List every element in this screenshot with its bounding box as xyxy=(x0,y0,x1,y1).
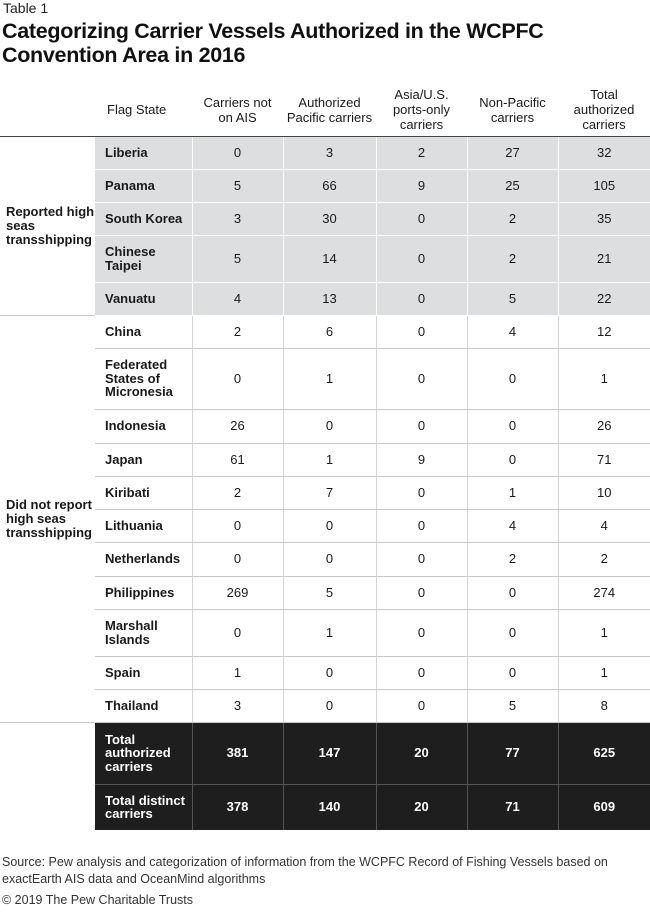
table-row xyxy=(0,202,650,235)
table-row xyxy=(0,689,650,722)
value-cell: 66 xyxy=(283,169,376,202)
header-flag-state: Flag State xyxy=(95,84,192,136)
table-row xyxy=(0,136,650,169)
flag-cell: China xyxy=(95,315,192,348)
value-cell: 5 xyxy=(192,169,283,202)
value-cell: 9 xyxy=(376,443,467,476)
table-title: Categorizing Carrier Vessels Authorized in the WCPFC Convention Area in 2016 xyxy=(2,19,544,67)
flag-cell: Marshall Islands xyxy=(95,609,192,656)
value-cell: 3 xyxy=(192,202,283,235)
value-cell: 1 xyxy=(283,609,376,656)
value-cell: 10 xyxy=(558,476,650,509)
table-row xyxy=(0,476,650,509)
value-cell: 71 xyxy=(558,443,650,476)
value-cell: 26 xyxy=(192,409,283,443)
value-cell: 9 xyxy=(376,169,467,202)
total-value-cell: 147 xyxy=(283,722,376,784)
flag-cell: Thailand xyxy=(95,689,192,722)
header-authorized-pacific-carriers: Authorized Pacific carriers xyxy=(283,84,376,136)
flag-cell: Liberia xyxy=(95,136,192,169)
flag-cell: Indonesia xyxy=(95,409,192,443)
value-cell: 105 xyxy=(558,169,650,202)
value-cell: 0 xyxy=(376,409,467,443)
flag-cell: Lithuania xyxy=(95,509,192,542)
source-note: Source: Pew analysis and categorization of information from the WCPFC Record of Fishing Vessels based on exactEarth AIS data and OceanMind algorithms xyxy=(2,855,608,886)
value-cell: 0 xyxy=(192,609,283,656)
value-cell: 2 xyxy=(192,315,283,348)
value-cell: 30 xyxy=(283,202,376,235)
value-cell: 6 xyxy=(283,315,376,348)
value-cell: 1 xyxy=(192,656,283,689)
value-cell: 13 xyxy=(283,282,376,315)
total-distinct-row xyxy=(0,784,650,830)
value-cell: 14 xyxy=(283,235,376,282)
value-cell: 1 xyxy=(283,348,376,409)
value-cell: 0 xyxy=(376,348,467,409)
value-cell: 0 xyxy=(376,509,467,542)
total-label: Total distinct carriers xyxy=(95,784,192,830)
value-cell: 0 xyxy=(467,609,558,656)
flag-cell: Federated States of Micronesia xyxy=(95,348,192,409)
table-row xyxy=(0,409,650,443)
value-cell: 0 xyxy=(376,282,467,315)
value-cell: 274 xyxy=(558,576,650,609)
value-cell: 2 xyxy=(467,235,558,282)
value-cell: 0 xyxy=(376,202,467,235)
table-row xyxy=(0,235,650,282)
flag-cell: Kiribati xyxy=(95,476,192,509)
value-cell: 2 xyxy=(558,542,650,576)
value-cell: 0 xyxy=(283,542,376,576)
value-cell: 22 xyxy=(558,282,650,315)
flag-cell: Vanuatu xyxy=(95,282,192,315)
value-cell: 2 xyxy=(376,136,467,169)
value-cell: 0 xyxy=(376,476,467,509)
value-cell: 0 xyxy=(376,235,467,282)
value-cell: 269 xyxy=(192,576,283,609)
value-cell: 25 xyxy=(467,169,558,202)
table-row xyxy=(0,443,650,476)
flag-cell: Japan xyxy=(95,443,192,476)
header-asia-us-ports-only-carriers: Asia/U.S. ports-only carriers xyxy=(376,84,467,136)
total-label: Total authorized carriers xyxy=(95,722,192,784)
carrier-vessels-table xyxy=(0,84,650,830)
value-cell: 5 xyxy=(467,282,558,315)
value-cell: 1 xyxy=(558,609,650,656)
total-value-cell: 20 xyxy=(376,722,467,784)
group-header-blank xyxy=(0,84,95,136)
value-cell: 4 xyxy=(467,315,558,348)
total-value-cell: 609 xyxy=(558,784,650,830)
value-cell: 0 xyxy=(283,509,376,542)
value-cell: 0 xyxy=(192,136,283,169)
copyright-note: © 2019 The Pew Charitable Trusts xyxy=(2,893,194,907)
totals-group-blank xyxy=(0,722,95,830)
value-cell: 12 xyxy=(558,315,650,348)
value-cell: 2 xyxy=(192,476,283,509)
value-cell: 0 xyxy=(467,409,558,443)
value-cell: 4 xyxy=(192,282,283,315)
value-cell: 3 xyxy=(192,689,283,722)
value-cell: 0 xyxy=(376,542,467,576)
value-cell: 35 xyxy=(558,202,650,235)
value-cell: 0 xyxy=(467,656,558,689)
value-cell: 32 xyxy=(558,136,650,169)
table-row xyxy=(0,315,650,348)
table-row xyxy=(0,576,650,609)
value-cell: 0 xyxy=(376,609,467,656)
value-cell: 0 xyxy=(283,689,376,722)
flag-cell: South Korea xyxy=(95,202,192,235)
value-cell: 8 xyxy=(558,689,650,722)
flag-cell: Philippines xyxy=(95,576,192,609)
value-cell: 1 xyxy=(467,476,558,509)
value-cell: 2 xyxy=(467,542,558,576)
total-authorized-row xyxy=(0,722,650,784)
table-row xyxy=(0,542,650,576)
table-row xyxy=(0,509,650,542)
header-non-pacific-carriers: Non-Pacific carriers xyxy=(467,84,558,136)
value-cell: 0 xyxy=(283,656,376,689)
header-carriers-not-on-ais: Carriers not on AIS xyxy=(192,84,283,136)
value-cell: 27 xyxy=(467,136,558,169)
value-cell: 0 xyxy=(467,576,558,609)
value-cell: 0 xyxy=(376,315,467,348)
table-row xyxy=(0,656,650,689)
value-cell: 0 xyxy=(376,689,467,722)
value-cell: 7 xyxy=(283,476,376,509)
value-cell: 0 xyxy=(467,443,558,476)
value-cell: 0 xyxy=(376,656,467,689)
flag-cell: Chinese Taipei xyxy=(95,235,192,282)
total-value-cell: 140 xyxy=(283,784,376,830)
flag-cell: Panama xyxy=(95,169,192,202)
table-row xyxy=(0,348,650,409)
value-cell: 0 xyxy=(467,348,558,409)
total-value-cell: 20 xyxy=(376,784,467,830)
table-row xyxy=(0,609,650,656)
total-value-cell: 625 xyxy=(558,722,650,784)
value-cell: 2 xyxy=(467,202,558,235)
value-cell: 5 xyxy=(467,689,558,722)
table-row xyxy=(0,282,650,315)
value-cell: 3 xyxy=(283,136,376,169)
value-cell: 5 xyxy=(283,576,376,609)
value-cell: 26 xyxy=(558,409,650,443)
value-cell: 0 xyxy=(192,542,283,576)
value-cell: 21 xyxy=(558,235,650,282)
header-row xyxy=(0,84,650,136)
value-cell: 0 xyxy=(192,348,283,409)
value-cell: 0 xyxy=(283,409,376,443)
value-cell: 61 xyxy=(192,443,283,476)
value-cell: 5 xyxy=(192,235,283,282)
flag-cell: Netherlands xyxy=(95,542,192,576)
group-label-reported: Reported high seas transshipping xyxy=(0,136,95,315)
value-cell: 4 xyxy=(467,509,558,542)
total-value-cell: 77 xyxy=(467,722,558,784)
total-value-cell: 381 xyxy=(192,722,283,784)
value-cell: 0 xyxy=(376,576,467,609)
flag-cell: Spain xyxy=(95,656,192,689)
value-cell: 4 xyxy=(558,509,650,542)
total-value-cell: 71 xyxy=(467,784,558,830)
table-number-label: Table 1 xyxy=(3,0,49,16)
value-cell: 1 xyxy=(558,348,650,409)
value-cell: 0 xyxy=(192,509,283,542)
table-row xyxy=(0,169,650,202)
group-label-did-not-report: Did not report high seas transshipping xyxy=(0,315,95,722)
header-total-authorized-carriers: Total authorized carriers xyxy=(558,84,650,136)
value-cell: 1 xyxy=(283,443,376,476)
total-value-cell: 378 xyxy=(192,784,283,830)
value-cell: 1 xyxy=(558,656,650,689)
